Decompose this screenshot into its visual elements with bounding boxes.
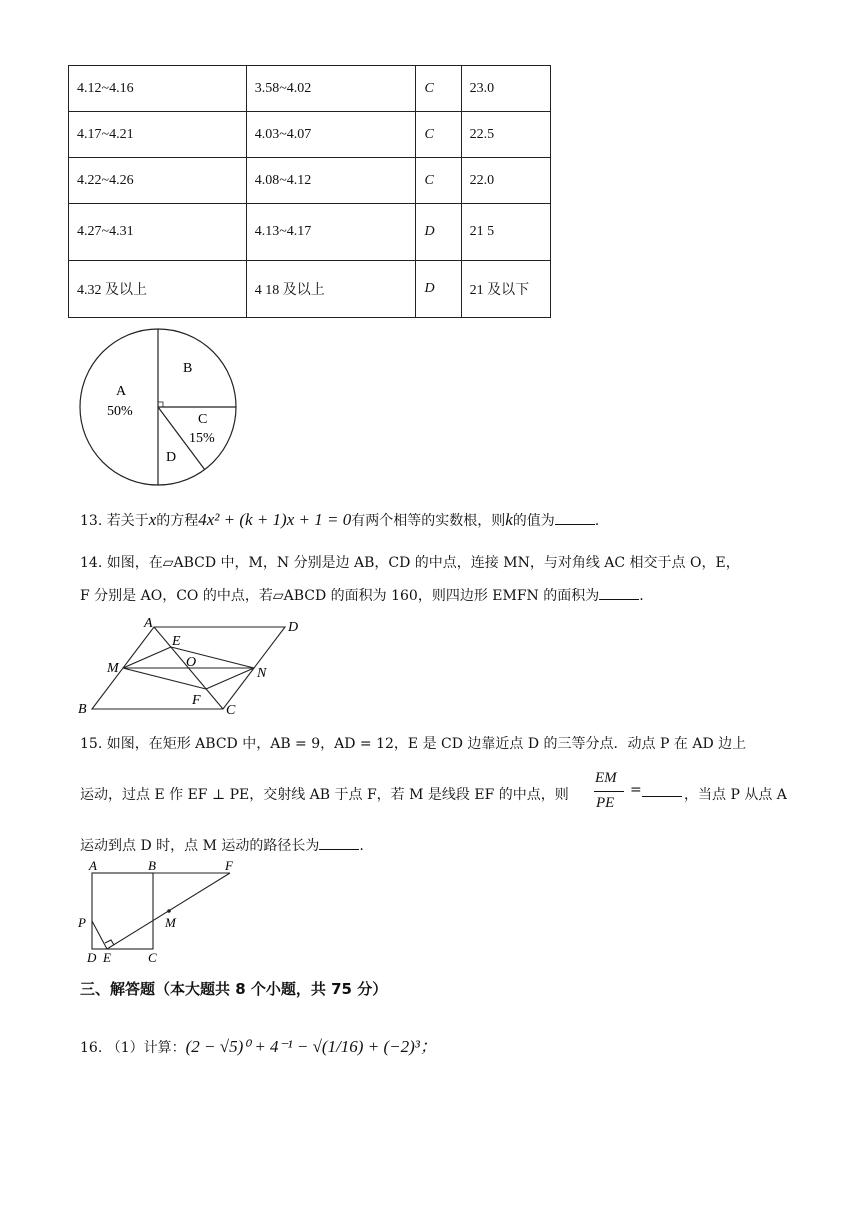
pie-label-b: B [183,361,193,376]
point-d-label: D [288,620,299,635]
fraction-denominator: PE [596,795,615,811]
variable-x: x [148,510,157,529]
answer-blank[interactable] [555,510,595,525]
question-number: 13. [80,513,103,529]
point-f-label: F [225,858,233,873]
question-number: 14. [80,555,103,571]
table-cell: 4.27~4.31 [69,204,247,261]
question-text: . [359,838,364,854]
question-text: 运动到点 D 时，点 M 运动的路径长为 [80,838,320,854]
pie-label-c: C [198,412,208,427]
table-cell: 4.32 及以上 [69,261,247,318]
segment-pe [92,921,107,949]
equals-sign: = [630,782,642,798]
point-a-label: A [89,858,97,873]
expression: (2 − √5)⁰ + 4⁻¹ − √(1/16) + (−2)³； [185,1037,437,1056]
point-f-label: F [192,693,201,708]
table-cell: 4.22~4.26 [69,158,247,204]
question-text: 的值为 [512,513,555,529]
segment-me [123,647,171,668]
question-15-line-2 [80,770,840,820]
question-text: 运动，过点 E 作 EF ⊥ PE，交射线 AB 于点 F，若 M 是线段 EF 的中点，则 [80,787,569,803]
table-row [69,158,551,204]
table-cell: 4.17~4.21 [69,112,247,158]
table-cell: 23.0 [461,66,550,112]
point-c-label: C [226,703,236,715]
point-b-label: B [78,702,87,715]
answer-blank[interactable] [319,835,359,850]
table-cell: 21 及以下 [461,261,550,318]
question-text: （1）计算： [106,1040,186,1056]
table-cell: C [416,66,461,112]
question-text: F 分别是 AO，CO 的中点，若▱ABCD 的面积为 160，则四边形 EMFN 的面积为 [80,588,600,604]
question-number: 15. [80,736,103,752]
answer-blank[interactable] [599,585,639,600]
table-cell: 4 18 及以上 [246,261,416,318]
table-cell: 22.0 [461,158,550,204]
parallelogram-figure [75,615,315,715]
question-text: 如图，在▱ABCD 中，M，N 分别是边 AB，CD 的中点，连接 MN，与对角线 AC 相交于点 O，E， [106,555,740,571]
question-text: 的方程 [156,513,199,529]
pie-label-d: D [166,450,177,465]
fraction-bar [594,791,624,792]
segment-mf [123,668,206,689]
question-15-line-1 [80,733,840,753]
equation: 4x² + (k + 1)x + 1 = 0 [198,510,352,529]
rectangle-figure [75,857,245,967]
table-row [69,204,551,261]
point-c-label: C [148,950,157,965]
table-row [69,261,551,318]
section-heading: 三、解答题（本大题共 8 个小题，共 75 分） [80,980,388,998]
question-text: 有两个相等的实数根，则 [351,513,506,529]
table-row [69,66,551,112]
table-cell: D [416,204,461,261]
table-cell: 4.13~4.17 [246,204,416,261]
right-angle-mark [105,940,114,945]
pie-pct-c: 15% [189,431,215,446]
point-m-label: M [107,661,119,676]
point-m-dot [167,909,171,913]
fraction-numerator: EM [595,770,617,786]
grade-table [68,65,551,318]
segment-fn [206,668,254,689]
answer-blank[interactable] [642,782,682,797]
table-cell: 3.58~4.02 [246,66,416,112]
question-13 [80,510,840,530]
question-16 [80,1032,840,1057]
pie-pct-a: 50% [107,404,133,419]
segment-en [171,647,254,668]
table-cell: 21 5 [461,204,550,261]
point-m-label: M [165,915,176,930]
question-text: 若关于 [106,513,149,529]
table-cell: 22.5 [461,112,550,158]
pie-figure [70,325,250,495]
point-b-label: B [148,858,156,873]
question-14-line-1 [80,552,840,572]
point-n-label: N [257,666,267,681]
pie-label-a: A [116,384,127,399]
question-text: . [594,513,600,529]
table-cell: 4.03~4.07 [246,112,416,158]
point-e-label: E [172,634,181,649]
point-e-label: E [103,950,111,965]
table-cell: 4.12~4.16 [69,66,247,112]
variable-k: k [505,510,513,529]
table-cell: 4.08~4.12 [246,158,416,204]
question-14-line-2 [80,585,840,605]
question-text: 如图，在矩形 ABCD 中，AB = 9，AD = 12，E 是 CD 边靠近点 D 的三等分点．动点 P 在 AD 边上 [106,736,747,752]
point-d-label: D [87,950,97,965]
question-text: ，当点 P 从点 A [684,787,787,803]
table-cell: C [416,158,461,204]
table-row [69,112,551,158]
question-15-line-3 [80,835,840,855]
point-o-label: O [186,655,197,670]
question-text: . [639,588,644,604]
table-cell: D [416,261,461,318]
question-number: 16. [80,1040,103,1056]
point-p-label: P [78,915,86,930]
table-cell: C [416,112,461,158]
point-a-label: A [144,616,153,631]
